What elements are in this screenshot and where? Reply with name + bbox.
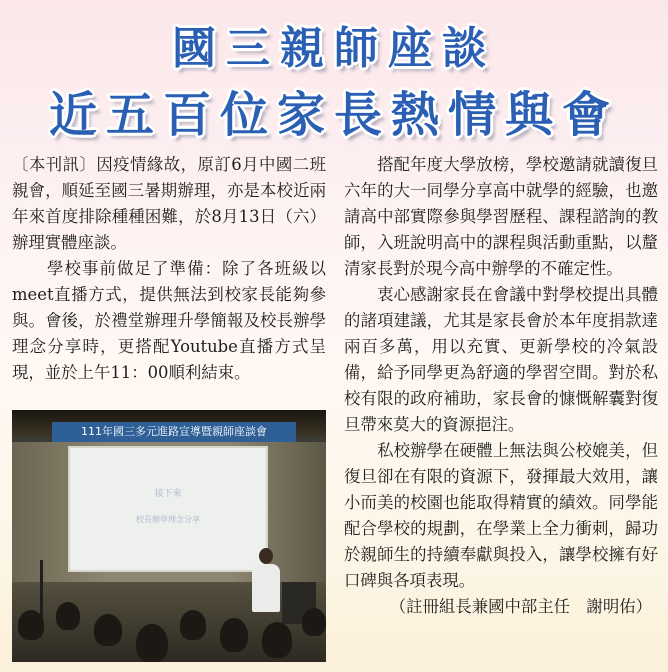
screen-text-1: 接下來 (154, 489, 182, 499)
article-paragraph: 〔本刊訊〕因疫情緣故，原訂6月中國二班親會，順延至國三暑期辦理，亦是本校近兩年來首度排除種種困難，於8月13日（六）辦理實體座談。 (12, 155, 326, 252)
article-paragraph: 衷心感謝家長在會議中對學校提出具體的諸項建議，尤其是家長會於本年度捐款達兩百多萬，用以充實、更新學校的冷氣設備，給予同學更為舒適的學習空間。對於私校有限的政府補助，家長會的慷慨解囊對復旦帶來莫大的資源挹注。 (344, 285, 658, 434)
article-left-column (12, 152, 326, 386)
audience-head (262, 622, 292, 658)
projection-screen (68, 446, 268, 572)
speaker-head (259, 548, 273, 564)
audience-head (136, 624, 168, 662)
event-banner: 111年國三多元進路宣導暨親師座談會 (52, 422, 296, 442)
headline-line-1: 國三親師座談 (172, 23, 496, 74)
audience-head (56, 602, 80, 630)
author-credit: （註冊組長兼國中部主任 謝明佑） (389, 597, 652, 616)
article-paragraph: 搭配年度大學放榜，學校邀請就讀復旦六年的大一同學分享高中就學的經驗，也邀請高中部實際參與學習歷程、課程諮詢的教師，入班說明高中的課程與活動重點，以釐清家長對於現今高中辦學的不確定性。 (344, 155, 658, 278)
article-right-column (344, 152, 658, 620)
article-paragraph: 學校事前做足了準備：除了各班級以meet直播方式，提供無法到校家長能夠參與。會後，於禮堂辦理升學簡報及校長辦學理念分享時，更搭配Youtube直播方式呈現，並於上午11：00順利結束。 (12, 259, 326, 382)
audience-head (220, 618, 248, 652)
headline-line-2: 近五百位家長熱情與會 (48, 87, 619, 143)
audience-head (18, 610, 44, 640)
screen-text-2: 校長辦學理念分享 (136, 515, 200, 524)
speaker-body (252, 564, 280, 612)
article-paragraph: 私校辦學在硬體上無法與公校媲美，但復旦卻在有限的資源下，發揮最大效用，讓小而美的校園也能取得精實的績效。同學能配合學校的規劃，在學業上全力衝刺，歸功於親師生的持續奉獻與投入，讓學校擁有好口碑與各項表現。 (344, 441, 658, 590)
meeting-photo (12, 410, 326, 662)
audience-head (94, 614, 122, 646)
audience-head (302, 608, 326, 636)
audience-head (180, 610, 206, 640)
